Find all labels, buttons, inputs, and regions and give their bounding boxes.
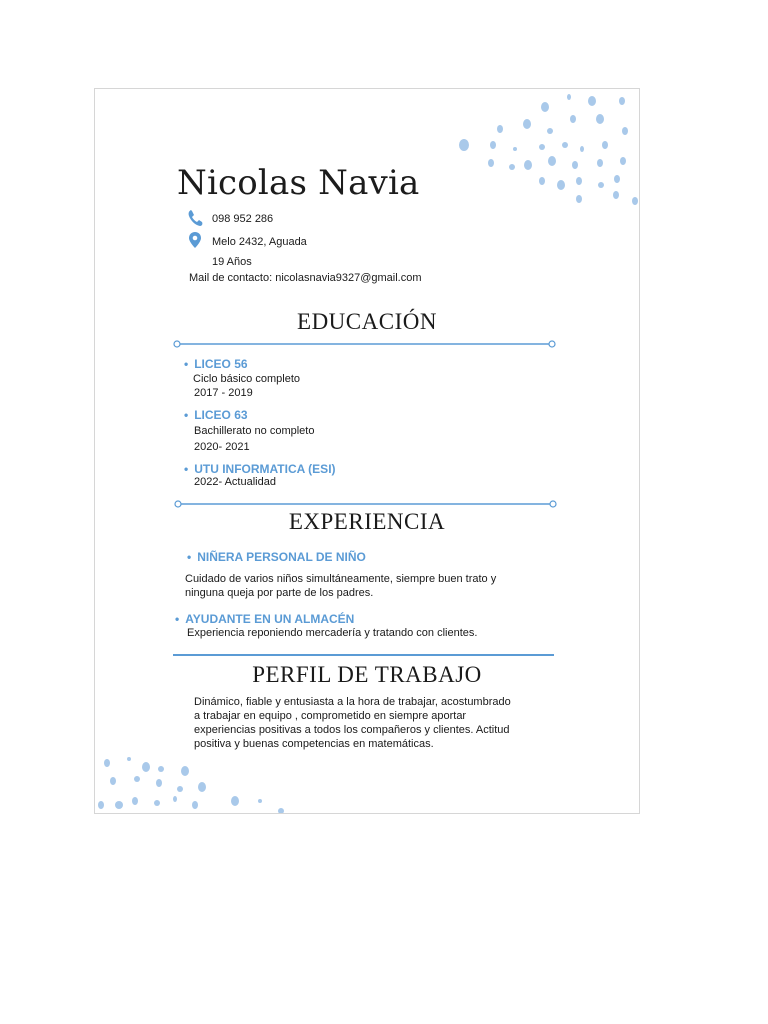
education-item-detail: Bachillerato no completo: [194, 425, 315, 437]
location-pin-icon: [188, 231, 202, 249]
experience-item-title: AYUDANTE EN UN ALMACÉN: [185, 612, 355, 626]
experience-item: • NIÑERA PERSONAL DE NIÑO: [187, 550, 366, 564]
age: 19 Años: [212, 256, 252, 268]
education-item-dates: 2020- 2021: [194, 441, 250, 453]
phone-number: 098 952 286: [212, 213, 274, 225]
experience-item-description: Cuidado de varios niños simultáneamente, siempre buen trato y: [185, 573, 497, 585]
experience-item-description: Experiencia reponiendo mercadería y tratando con clientes.: [187, 627, 478, 639]
education-divider: [173, 339, 557, 349]
education-item: • LICEO 56: [184, 357, 248, 371]
education-item-title: UTU INFORMATICA (ESI): [194, 462, 336, 476]
profile-text-line: Dinámico, fiable y entusiasta a la hora de trabajar, acostumbrado: [194, 696, 511, 708]
education-item-dates: 2022- Actualidad: [194, 476, 276, 488]
address: Melo 2432, Aguada: [212, 236, 307, 248]
experience-item: • AYUDANTE EN UN ALMACÉN: [175, 612, 355, 626]
profile-title: PERFIL DE TRABAJO: [252, 662, 482, 687]
education-item-title: LICEO 63: [194, 408, 248, 422]
experience-item-title: NIÑERA PERSONAL DE NIÑO: [197, 550, 366, 564]
candidate-name: Nicolas Navia: [177, 163, 420, 203]
profile-text-line: a trabajar en equipo , comprometido en siempre aportar: [194, 710, 467, 722]
education-item-detail: Ciclo básico completo: [193, 373, 300, 385]
education-title: EDUCACIÓN: [297, 309, 437, 334]
resume-page: [94, 88, 640, 814]
education-item: • LICEO 63: [184, 408, 248, 422]
education-item-dates: 2017 - 2019: [194, 387, 253, 399]
profile-text-line: positiva y buenas competencias en matemáticas.: [194, 738, 434, 750]
education-item: • UTU INFORMATICA (ESI): [184, 462, 336, 476]
experience-divider: [174, 499, 558, 509]
profile-text-line: experiencias positivas a todos los compañeros y clientes. Actitud: [194, 724, 510, 736]
experience-title: EXPERIENCIA: [288, 509, 446, 534]
education-item-title: LICEO 56: [194, 357, 248, 371]
profile-divider: [173, 654, 554, 656]
experience-item-description: ninguna queja por parte de los padres.: [185, 587, 374, 599]
phone-icon: [187, 209, 203, 227]
contact-email: Mail de contacto: nicolasnavia9327@gmail.com: [189, 272, 422, 284]
